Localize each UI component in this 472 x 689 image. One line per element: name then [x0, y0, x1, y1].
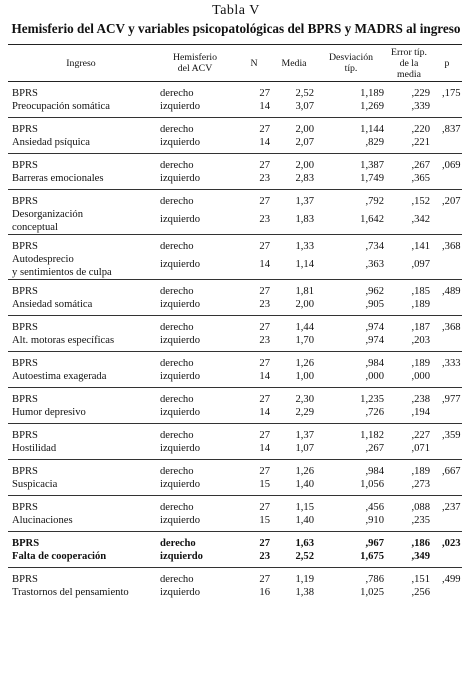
variable-group [8, 280, 462, 316]
hemisferio-cell: derecho [160, 286, 194, 297]
variable-label-line: BPRS [12, 88, 38, 99]
header-hemisferio-line1: Hemisferio [172, 52, 218, 63]
variable-label [8, 496, 154, 532]
variable-label-line: BPRS [12, 241, 38, 252]
hemisferio-cell: derecho [160, 574, 194, 585]
media-cell: 1,38 [295, 587, 314, 598]
variable-group [8, 235, 462, 280]
desviacion-cell: ,267 [365, 443, 384, 454]
variable-label-line: Autodesprecio [12, 254, 74, 265]
variable-group [8, 532, 462, 568]
hemisferio-cell: izquierdo [160, 101, 201, 112]
p-value-cell: ,667 [442, 466, 461, 477]
header-n: N [250, 57, 258, 69]
error-cell: ,203 [411, 335, 430, 346]
media-cell: 1,00 [295, 371, 314, 382]
variable-label-line: BPRS [12, 196, 38, 207]
variable-label-line: BPRS [12, 538, 40, 549]
table-row [8, 352, 462, 371]
variable-group [8, 460, 462, 496]
hemisferio-cell: derecho [160, 466, 194, 477]
media-cell: 1,83 [295, 213, 314, 225]
desviacion-cell: 1,749 [360, 173, 384, 184]
desviacion-cell: 1,144 [360, 124, 384, 135]
media-cell: 2,00 [295, 299, 314, 310]
media-cell: 1,15 [295, 502, 314, 513]
variable-label-line: BPRS [12, 574, 38, 585]
header-ingreso: Ingreso [66, 57, 96, 69]
media-cell: 2,07 [295, 137, 314, 148]
error-cell: ,185 [411, 286, 430, 297]
n-cell: 14 [259, 101, 270, 112]
variable-label-line: Suspicacia [12, 479, 58, 490]
desviacion-cell: ,967 [365, 538, 384, 549]
desviacion-cell: ,786 [365, 574, 384, 585]
header-error-line1: Error típ. [391, 46, 427, 58]
table-row [8, 460, 462, 479]
error-cell: ,000 [411, 371, 430, 382]
p-value-cell: ,359 [442, 430, 461, 441]
variable-label-line: Falta de cooperación [12, 551, 107, 562]
n-cell: 27 [259, 124, 270, 135]
error-cell: ,229 [411, 88, 430, 99]
variable-group [8, 154, 462, 190]
error-cell: ,141 [411, 241, 430, 252]
variable-label [8, 82, 154, 118]
variable-group [8, 388, 462, 424]
header-p: p [444, 57, 450, 69]
header-hemisferio-line2: del ACV [177, 63, 213, 74]
variable-label-line: Hostilidad [12, 443, 57, 454]
results-table [8, 44, 462, 603]
p-value-cell: ,368 [442, 241, 461, 252]
variable-label-line: BPRS [12, 394, 38, 405]
desviacion-cell: ,962 [365, 286, 384, 297]
desviacion-cell: ,456 [365, 502, 384, 513]
media-cell: 2,00 [295, 160, 314, 171]
media-cell: 2,83 [295, 173, 314, 184]
error-cell: ,238 [411, 394, 430, 405]
desviacion-cell: 1,189 [360, 88, 384, 99]
variable-label-line: Preocupación somática [12, 101, 110, 112]
hemisferio-cell: izquierdo [160, 551, 203, 562]
hemisferio-cell: izquierdo [160, 515, 201, 526]
media-cell: 2,52 [295, 88, 314, 99]
n-cell: 14 [259, 443, 270, 454]
error-cell: ,152 [411, 196, 430, 207]
hemisferio-cell: derecho [160, 538, 196, 549]
desviacion-cell: 1,025 [360, 587, 384, 598]
variable-label-line: BPRS [12, 322, 38, 333]
hemisferio-cell: derecho [160, 322, 194, 333]
desviacion-cell: ,000 [365, 371, 384, 382]
desviacion-cell: ,792 [365, 196, 384, 207]
variable-label-line: Barreras emocionales [12, 173, 104, 184]
hemisferio-cell: derecho [160, 358, 194, 369]
hemisferio-cell: izquierdo [160, 407, 201, 418]
header-error-line2: de la media [397, 57, 421, 80]
hemisferio-cell: izquierdo [160, 137, 201, 148]
variable-label-line: BPRS [12, 430, 38, 441]
desviacion-cell: 1,235 [360, 394, 384, 405]
n-cell: 27 [259, 286, 270, 297]
n-cell: 23 [259, 299, 270, 310]
variable-label [8, 460, 154, 496]
error-cell: ,097 [411, 258, 430, 270]
error-cell: ,194 [411, 407, 430, 418]
p-value-cell: ,237 [442, 502, 461, 513]
n-cell: 27 [259, 241, 270, 252]
table-row [8, 388, 462, 407]
hemisferio-cell: derecho [160, 502, 194, 513]
media-cell: 1,37 [295, 430, 314, 441]
n-cell: 27 [259, 394, 270, 405]
table-header [8, 45, 462, 82]
variable-label [8, 154, 154, 190]
desviacion-cell: 1,182 [360, 430, 384, 441]
hemisferio-cell: izquierdo [160, 213, 201, 225]
table-row [8, 235, 462, 258]
p-value-cell: ,069 [442, 160, 461, 171]
error-cell: ,088 [411, 502, 430, 513]
variable-label-line: Trastornos del pensamiento [12, 587, 129, 598]
n-cell: 27 [259, 430, 270, 441]
variable-group [8, 352, 462, 388]
error-cell: ,227 [411, 430, 430, 441]
hemisferio-cell: izquierdo [160, 258, 201, 270]
media-cell: 3,07 [295, 101, 314, 112]
desviacion-cell: ,910 [365, 515, 384, 526]
hemisferio-cell: derecho [160, 430, 194, 441]
error-cell: ,349 [411, 551, 430, 562]
error-cell: ,273 [411, 479, 430, 490]
n-cell: 27 [259, 538, 270, 549]
variable-label [8, 235, 154, 280]
variable-label-line: Alucinaciones [12, 515, 73, 526]
error-cell: ,189 [411, 299, 430, 310]
error-cell: ,339 [411, 101, 430, 112]
variable-label-line: BPRS [12, 358, 38, 369]
variable-label-line: Ansiedad somática [12, 299, 93, 310]
hemisferio-cell: izquierdo [160, 299, 201, 310]
desviacion-cell: ,829 [365, 137, 384, 148]
n-cell: 27 [259, 466, 270, 477]
variable-label-line: Ansiedad psíquica [12, 137, 90, 148]
table-row [8, 154, 462, 173]
desviacion-cell: ,984 [365, 466, 384, 477]
variable-label [8, 568, 154, 604]
p-value-cell: ,333 [442, 358, 461, 369]
header-media: Media [281, 57, 307, 69]
desviacion-cell: 1,642 [360, 213, 384, 225]
media-cell: 1,07 [295, 443, 314, 454]
media-cell: 2,52 [295, 551, 314, 562]
hemisferio-cell: derecho [160, 196, 194, 207]
table-row [8, 496, 462, 515]
desviacion-cell: ,905 [365, 299, 384, 310]
n-cell: 23 [259, 335, 270, 346]
hemisferio-cell: izquierdo [160, 335, 201, 346]
table-row [8, 568, 462, 587]
n-cell: 27 [259, 502, 270, 513]
table-row [8, 316, 462, 335]
variable-group [8, 424, 462, 460]
desviacion-cell: 1,056 [360, 479, 384, 490]
error-cell: ,365 [411, 173, 430, 184]
desviacion-cell: ,974 [365, 335, 384, 346]
media-cell: 1,70 [295, 335, 314, 346]
media-cell: 1,26 [295, 466, 314, 477]
error-cell: ,220 [411, 124, 430, 135]
n-cell: 14 [259, 137, 270, 148]
media-cell: 2,00 [295, 124, 314, 135]
n-cell: 23 [259, 173, 270, 184]
header-error [386, 45, 432, 82]
media-cell: 1,40 [295, 479, 314, 490]
variable-label-line: Desorganización [12, 209, 83, 220]
media-cell: 1,63 [295, 538, 314, 549]
n-cell: 27 [259, 196, 270, 207]
n-cell: 27 [259, 358, 270, 369]
table-title: Hemisferio del ACV y variables psicopatológicas del BPRS y MADRS al ingreso [11, 21, 461, 36]
hemisferio-cell: derecho [160, 124, 194, 135]
error-cell: ,221 [411, 137, 430, 148]
error-cell: ,342 [411, 213, 430, 225]
table-row [8, 424, 462, 443]
media-cell: 1,33 [295, 241, 314, 252]
table-caption: Tabla V [212, 3, 260, 18]
desviacion-cell: ,734 [365, 241, 384, 252]
desviacion-cell: ,974 [365, 322, 384, 333]
n-cell: 14 [259, 371, 270, 382]
variable-group [8, 190, 462, 235]
table-row [8, 532, 462, 551]
p-value-cell: ,175 [442, 88, 461, 99]
header-desviacion [316, 45, 386, 82]
n-cell: 27 [259, 160, 270, 171]
variable-group [8, 82, 462, 118]
p-value-cell: ,207 [442, 196, 461, 207]
p-value-cell: ,023 [442, 538, 461, 549]
hemisferio-cell: izquierdo [160, 371, 201, 382]
variable-group [8, 568, 462, 604]
hemisferio-cell: izquierdo [160, 587, 201, 598]
n-cell: 16 [259, 587, 270, 598]
n-cell: 14 [259, 258, 270, 270]
n-cell: 27 [259, 88, 270, 99]
hemisferio-cell: izquierdo [160, 479, 201, 490]
hemisferio-cell: derecho [160, 241, 194, 252]
variable-label [8, 190, 154, 235]
variable-label-line: y sentimientos de culpa [12, 267, 112, 278]
n-cell: 15 [259, 515, 270, 526]
desviacion-cell: ,984 [365, 358, 384, 369]
hemisferio-cell: derecho [160, 88, 194, 99]
error-cell: ,189 [411, 358, 430, 369]
variable-label [8, 118, 154, 154]
media-cell: 2,29 [295, 407, 314, 418]
error-cell: ,235 [411, 515, 430, 526]
p-value-cell: ,499 [442, 574, 461, 585]
error-cell: ,186 [411, 538, 430, 549]
variable-label-line: BPRS [12, 466, 38, 477]
media-cell: 1,19 [295, 574, 314, 585]
variable-label [8, 316, 154, 352]
error-cell: ,071 [411, 443, 430, 454]
variable-group [8, 496, 462, 532]
variable-label [8, 280, 154, 316]
variable-group [8, 316, 462, 352]
variable-label-line: BPRS [12, 502, 38, 513]
table-row [8, 82, 462, 101]
variable-label-line: conceptual [12, 222, 58, 233]
hemisferio-cell: derecho [160, 394, 194, 405]
media-cell: 1,37 [295, 196, 314, 207]
p-value-cell: ,368 [442, 322, 461, 333]
desviacion-cell: 1,269 [360, 101, 384, 112]
desviacion-cell: 1,675 [360, 551, 384, 562]
variable-label [8, 424, 154, 460]
error-cell: ,151 [411, 574, 430, 585]
variable-label [8, 352, 154, 388]
p-value-cell: ,837 [442, 124, 461, 135]
n-cell: 23 [259, 551, 270, 562]
p-value-cell: ,489 [442, 286, 461, 297]
n-cell: 27 [259, 322, 270, 333]
n-cell: 14 [259, 407, 270, 418]
variable-label-line: BPRS [12, 124, 38, 135]
media-cell: 2,30 [295, 394, 314, 405]
n-cell: 15 [259, 479, 270, 490]
variable-label-line: Humor depresivo [12, 407, 86, 418]
error-cell: ,267 [411, 160, 430, 171]
n-cell: 23 [259, 213, 270, 225]
hemisferio-cell: izquierdo [160, 173, 201, 184]
desviacion-cell: ,363 [365, 258, 384, 270]
media-cell: 1,40 [295, 515, 314, 526]
variable-label [8, 388, 154, 424]
variable-label-line: Alt. motoras específicas [12, 335, 115, 346]
error-cell: ,187 [411, 322, 430, 333]
desviacion-cell: ,726 [365, 407, 384, 418]
n-cell: 27 [259, 574, 270, 585]
desviacion-cell: 1,387 [360, 160, 384, 171]
table-row [8, 280, 462, 299]
header-desviacion-line2: típ. [344, 63, 358, 74]
p-value-cell: ,977 [442, 394, 461, 405]
header-hemisferio [154, 45, 236, 82]
table-row [8, 118, 462, 137]
media-cell: 1,81 [295, 286, 314, 297]
error-cell: ,256 [411, 587, 430, 598]
hemisferio-cell: derecho [160, 160, 194, 171]
media-cell: 1,26 [295, 358, 314, 369]
media-cell: 1,14 [295, 258, 314, 270]
media-cell: 1,44 [295, 322, 314, 333]
variable-label-line: Autoestima exagerada [12, 371, 107, 382]
variable-label-line: BPRS [12, 286, 38, 297]
variable-group [8, 118, 462, 154]
variable-label-line: BPRS [12, 160, 38, 171]
table-row [8, 190, 462, 213]
hemisferio-cell: izquierdo [160, 443, 201, 454]
error-cell: ,189 [411, 466, 430, 477]
header-desviacion-line1: Desviación [328, 52, 374, 63]
variable-label [8, 532, 154, 568]
header-row [8, 45, 462, 82]
